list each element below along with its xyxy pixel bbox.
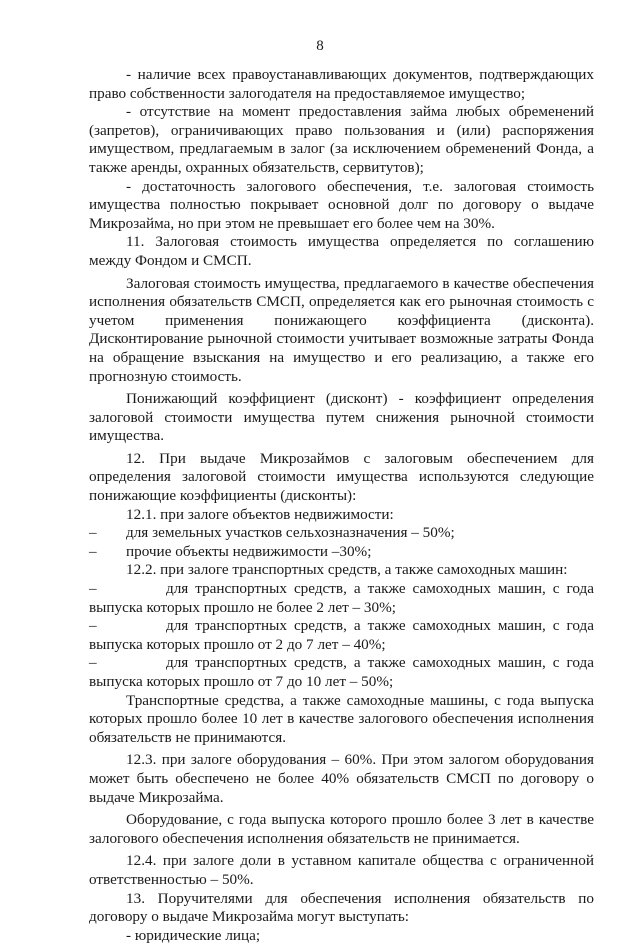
page-number: 8 bbox=[316, 38, 324, 54]
paragraph: 12.1. при залоге объектов недвижимости: bbox=[126, 505, 394, 523]
paragraph: 12.2. при залоге транспортных средств, а также самоходных машин: bbox=[126, 561, 568, 579]
paragraph: 13. Поручителями для обеспечения исполнения обязательств по договору о выдаче Микрозайма могут выступать: bbox=[89, 889, 594, 926]
paragraph: Транспортные средства, а также самоходные машины, с года выпуска которых прошло более 10 лет в качестве залогового обеспечения исполнения обязательств не принимаются. bbox=[89, 691, 594, 746]
dash-marker: – bbox=[89, 580, 97, 598]
list-item bbox=[89, 580, 594, 617]
paragraph: Понижающий коэффициент (дисконт) - коэффициент определения залоговой стоимости имущества путем снижения рыночной стоимости имущества. bbox=[89, 390, 594, 445]
paragraph: 11. Залоговая стоимость имущества определяется по соглашению между Фондом и СМСП. bbox=[89, 233, 594, 269]
list-item-text: для транспортных средств, а также самоходных машин, с года выпуска которых прошло не более 2 лет – 30%; bbox=[89, 580, 594, 616]
list-item bbox=[89, 617, 594, 654]
list-item bbox=[89, 543, 594, 562]
paragraph: Залоговая стоимость имущества, предлагаемого в качестве обеспечения исполнения обязательств СМСП, определяется как его рыночная стоимость с учетом применения понижающего коэффициента (дисконта). Дисконтирование рыночной стоимости учитывает возможные затраты Фонда на обращение взыскания на имущество и его реализацию, а также его прогнозную стоимость. bbox=[89, 274, 594, 385]
paragraph: 12. При выдаче Микрозаймов с залоговым обеспечением для определения залоговой стоимости имущества используются следующие понижающие коэффициенты (дисконты): bbox=[89, 449, 594, 505]
list-item-text: для транспортных средств, а также самоходных машин, с года выпуска которых прошло от 2 до 7 лет – 40%; bbox=[89, 617, 594, 653]
dash-marker: – bbox=[89, 542, 97, 560]
paragraph: - отсутствие на момент предоставления займа любых обременений (запретов), ограничивающих право пользования и (или) распоряжения имуществом, предлагаемым в залог (за исключением обременений Фонда, а также аренды, охранных обязательств, сервитутов); bbox=[89, 103, 594, 176]
dash-marker: – bbox=[89, 617, 97, 635]
dash-marker: – bbox=[89, 654, 97, 672]
list-item bbox=[89, 654, 594, 691]
list-item-text: прочие объекты недвижимости –30%; bbox=[126, 542, 372, 560]
paragraph: 12.4. при залоге доли в уставном капитале общества с ограниченной ответственностью – 50%. bbox=[89, 852, 594, 888]
paragraph: - достаточность залогового обеспечения, т.е. залоговая стоимость имущества полностью покрывает основной долг по договору о выдаче Микрозайма, но при этом не превышает его более чем на 30%. bbox=[89, 177, 594, 232]
dash-marker: – bbox=[89, 524, 97, 542]
list-item bbox=[89, 524, 594, 543]
paragraph: - юридические лица; bbox=[126, 926, 261, 944]
paragraph: 12.3. при залоге оборудования – 60%. При этом залогом оборудования может быть обеспечено не более 40% обязательств СМСП по договору о выдаче Микрозайма. bbox=[89, 751, 594, 806]
list-item-text: для земельных участков сельхозназначения – 50%; bbox=[126, 524, 455, 542]
paragraph: - наличие всех правоустанавливающих документов, подтверждающих право собственности залогодателя на предоставляемое имущество; bbox=[89, 66, 594, 102]
list-item-text: для транспортных средств, а также самоходных машин, с года выпуска которых прошло от 7 до 10 лет – 50%; bbox=[89, 654, 594, 690]
paragraph: Оборудование, с года выпуска которого прошло более 3 лет в качестве залогового обеспечения исполнения обязательств не принимается. bbox=[89, 811, 594, 847]
document-body bbox=[89, 66, 594, 945]
